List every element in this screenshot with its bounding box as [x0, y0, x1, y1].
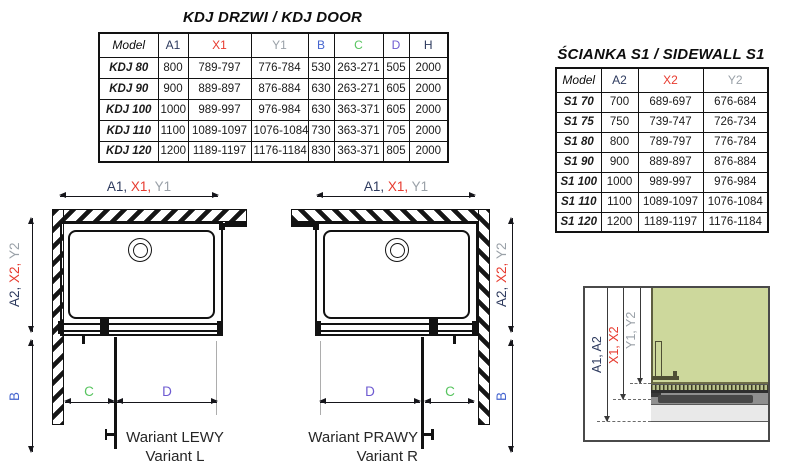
- sidewall-top-profile: [291, 222, 315, 227]
- value-cell: 1189-1197: [188, 141, 251, 162]
- height-dimension-arrow: [32, 218, 33, 332]
- b-dimension-arrow: [512, 340, 513, 452]
- value-cell: 726-734: [703, 112, 768, 132]
- value-cell: 530: [308, 57, 334, 78]
- model-cell: S1 80: [556, 132, 601, 152]
- drain-inner-icon: [390, 243, 405, 258]
- column-header-h: H: [409, 33, 448, 57]
- value-cell: 1176-1184: [251, 141, 308, 162]
- header-row: [99, 33, 448, 57]
- c-dimension-arrow: [65, 402, 114, 403]
- d-dimension-label: D: [365, 384, 375, 399]
- y-depth-label: Y1, Y2: [624, 311, 638, 349]
- a1-label: A1,: [363, 179, 388, 194]
- x1-label: X1,: [130, 179, 155, 194]
- column-header-x2: X2: [638, 68, 703, 92]
- value-cell: 605: [383, 99, 409, 120]
- value-cell: 876-884: [703, 152, 768, 172]
- table-row: [556, 172, 768, 192]
- value-cell: 700: [601, 92, 638, 112]
- x-depth-dash: [613, 399, 651, 400]
- d-dimension-arrow: [117, 402, 217, 403]
- value-cell: 805: [383, 141, 409, 162]
- glass-joint: [313, 223, 319, 230]
- b-dimension-label: B: [7, 391, 22, 401]
- value-cell: 750: [601, 112, 638, 132]
- c-dimension-label: C: [84, 384, 94, 399]
- y2-label: Y2: [494, 242, 509, 260]
- value-cell: 676-684: [703, 92, 768, 112]
- value-cell: 263-271: [334, 57, 383, 78]
- rail-end-cap: [217, 321, 223, 334]
- a2-label: A2,: [494, 283, 509, 308]
- wall-hatch-top: [291, 209, 490, 222]
- y-depth-dash: [630, 383, 651, 384]
- b-dimension-arrow: [32, 340, 33, 452]
- value-cell: 976-984: [703, 172, 768, 192]
- door-handle-icon: [105, 429, 108, 440]
- model-cell: S1 90: [556, 152, 601, 172]
- column-header-b: B: [308, 33, 334, 57]
- model-cell: KDJ 90: [99, 78, 158, 99]
- door-rail: [60, 323, 223, 332]
- value-cell: 800: [601, 132, 638, 152]
- value-cell: 830: [308, 141, 334, 162]
- rail-end-cap: [315, 321, 321, 334]
- column-header-c: C: [334, 33, 383, 57]
- value-cell: 989-997: [638, 172, 703, 192]
- rail-end-cap: [58, 321, 64, 334]
- y1-label: Y1: [411, 179, 429, 194]
- profile-channel: [658, 395, 753, 403]
- x2-label: X2,: [494, 259, 509, 284]
- value-cell: 705: [383, 120, 409, 141]
- x1-label: X1,: [387, 179, 412, 194]
- door-rail: [315, 323, 478, 332]
- a1-label: A1,: [106, 179, 131, 194]
- value-cell: 1189-1197: [638, 212, 703, 232]
- table-row: [99, 78, 448, 99]
- door-handle-icon: [106, 433, 115, 436]
- model-cell: KDJ 80: [99, 57, 158, 78]
- table-row: [99, 99, 448, 120]
- value-cell: 789-797: [638, 132, 703, 152]
- sidewall-spec-table: [555, 67, 769, 233]
- a2-label: A2,: [7, 283, 22, 308]
- value-cell: 1089-1097: [638, 192, 703, 212]
- y1-label: Y1: [154, 179, 172, 194]
- c-dimension-label: C: [445, 384, 455, 399]
- model-cell: S1 120: [556, 212, 601, 232]
- value-cell: 900: [158, 78, 188, 99]
- model-cell: S1 70: [556, 92, 601, 112]
- value-cell: 1200: [158, 141, 188, 162]
- glass-panel-section: [651, 288, 768, 384]
- value-cell: 730: [308, 120, 334, 141]
- value-cell: 363-371: [334, 99, 383, 120]
- variant-l-caption-en: Variant L: [145, 448, 205, 465]
- width-dimension-arrow: [317, 196, 475, 197]
- profile-detail-drawing: [583, 286, 770, 442]
- wall-profile-bracket: [655, 341, 662, 380]
- d-dimension-arrow: [320, 402, 420, 403]
- value-cell: 1100: [158, 120, 188, 141]
- value-cell: 263-271: [334, 78, 383, 99]
- sidewall-top-profile: [225, 222, 247, 227]
- value-cell: 605: [383, 78, 409, 99]
- y-depth-arrow: [640, 288, 641, 383]
- value-cell: 1000: [601, 172, 638, 192]
- model-cell: KDJ 100: [99, 99, 158, 120]
- model-cell: S1 100: [556, 172, 601, 192]
- drain-inner-icon: [133, 243, 148, 258]
- table-row: [556, 192, 768, 212]
- x2-label: X2,: [7, 259, 22, 284]
- column-header-y1: Y1: [251, 33, 308, 57]
- value-cell: 689-697: [638, 92, 703, 112]
- door-spec-table: [98, 32, 449, 163]
- d-dimension-label: D: [162, 384, 172, 399]
- column-header-a1: A1: [158, 33, 188, 57]
- value-cell: 889-897: [638, 152, 703, 172]
- value-cell: 630: [308, 78, 334, 99]
- door-hinge: [100, 319, 109, 336]
- column-header-d: D: [383, 33, 409, 57]
- floor-layer: [651, 404, 768, 422]
- x-depth-label: X1, X2: [607, 326, 621, 364]
- a-depth-label: A1, A2: [590, 336, 604, 374]
- value-cell: 900: [601, 152, 638, 172]
- value-cell: 776-784: [251, 57, 308, 78]
- column-header-x1: X1: [188, 33, 251, 57]
- variant-l-caption-pl: Wariant LEWY: [126, 429, 224, 446]
- value-cell: 1000: [158, 99, 188, 120]
- value-cell: 1100: [601, 192, 638, 212]
- model-cell: S1 110: [556, 192, 601, 212]
- column-header-y2: Y2: [703, 68, 768, 92]
- height-dimension-label: [7, 218, 22, 332]
- value-cell: 1076-1084: [703, 192, 768, 212]
- model-cell: KDJ 120: [99, 141, 158, 162]
- table-row: [556, 212, 768, 232]
- table-row: [99, 141, 448, 162]
- width-dimension-label: [317, 179, 475, 194]
- door-handle-icon: [431, 429, 434, 440]
- model-cell: S1 75: [556, 112, 601, 132]
- value-cell: 505: [383, 57, 409, 78]
- value-cell: 1089-1097: [188, 120, 251, 141]
- header-row: [556, 68, 768, 92]
- c-dimension-arrow: [425, 402, 474, 403]
- value-cell: 363-371: [334, 141, 383, 162]
- wall-profile-tick: [82, 336, 85, 344]
- value-cell: 1076-1084: [251, 120, 308, 141]
- value-cell: 2000: [409, 120, 448, 141]
- width-dimension-label: [60, 179, 218, 194]
- wall-hatch-top: [52, 209, 247, 222]
- variant-r-caption-pl: Wariant PRAWY: [308, 429, 418, 446]
- door-table-title: KDJ DRZWI / KDJ DOOR: [182, 9, 362, 26]
- model-cell: KDJ 110: [99, 120, 158, 141]
- b-dimension-label: B: [494, 391, 509, 401]
- column-header-model: Model: [99, 33, 158, 57]
- table-row: [556, 112, 768, 132]
- rail-end-cap: [472, 321, 478, 334]
- value-cell: 2000: [409, 57, 448, 78]
- value-cell: 739-747: [638, 112, 703, 132]
- table-row: [99, 120, 448, 141]
- value-cell: 889-897: [188, 78, 251, 99]
- glass-joint: [219, 223, 225, 230]
- width-dimension-arrow: [60, 196, 218, 197]
- height-dimension-label: [494, 218, 509, 332]
- value-cell: 2000: [409, 78, 448, 99]
- value-cell: 630: [308, 99, 334, 120]
- value-cell: 1200: [601, 212, 638, 232]
- height-dimension-arrow: [512, 218, 513, 332]
- value-cell: 989-997: [188, 99, 251, 120]
- value-cell: 789-797: [188, 57, 251, 78]
- variant-r-caption-en: Variant R: [356, 448, 418, 465]
- y2-label: Y2: [7, 242, 22, 260]
- value-cell: 1176-1184: [703, 212, 768, 232]
- value-cell: 976-984: [251, 99, 308, 120]
- wall-profile-tick: [673, 371, 677, 377]
- value-cell: 876-884: [251, 78, 308, 99]
- wall-profile-tick: [453, 336, 456, 344]
- column-header-a2: A2: [601, 68, 638, 92]
- value-cell: 776-784: [703, 132, 768, 152]
- value-cell: 2000: [409, 99, 448, 120]
- table-row: [556, 132, 768, 152]
- table-row: [99, 57, 448, 78]
- value-cell: 800: [158, 57, 188, 78]
- table-row: [556, 152, 768, 172]
- a-depth-dash: [597, 421, 651, 422]
- wall-hatch-right: [478, 209, 490, 425]
- column-header-model: Model: [556, 68, 601, 92]
- sidewall-table-title: ŚCIANKA S1 / SIDEWALL S1: [557, 46, 765, 63]
- value-cell: 363-371: [334, 120, 383, 141]
- door-hinge: [429, 319, 438, 336]
- table-row: [556, 92, 768, 112]
- value-cell: 2000: [409, 141, 448, 162]
